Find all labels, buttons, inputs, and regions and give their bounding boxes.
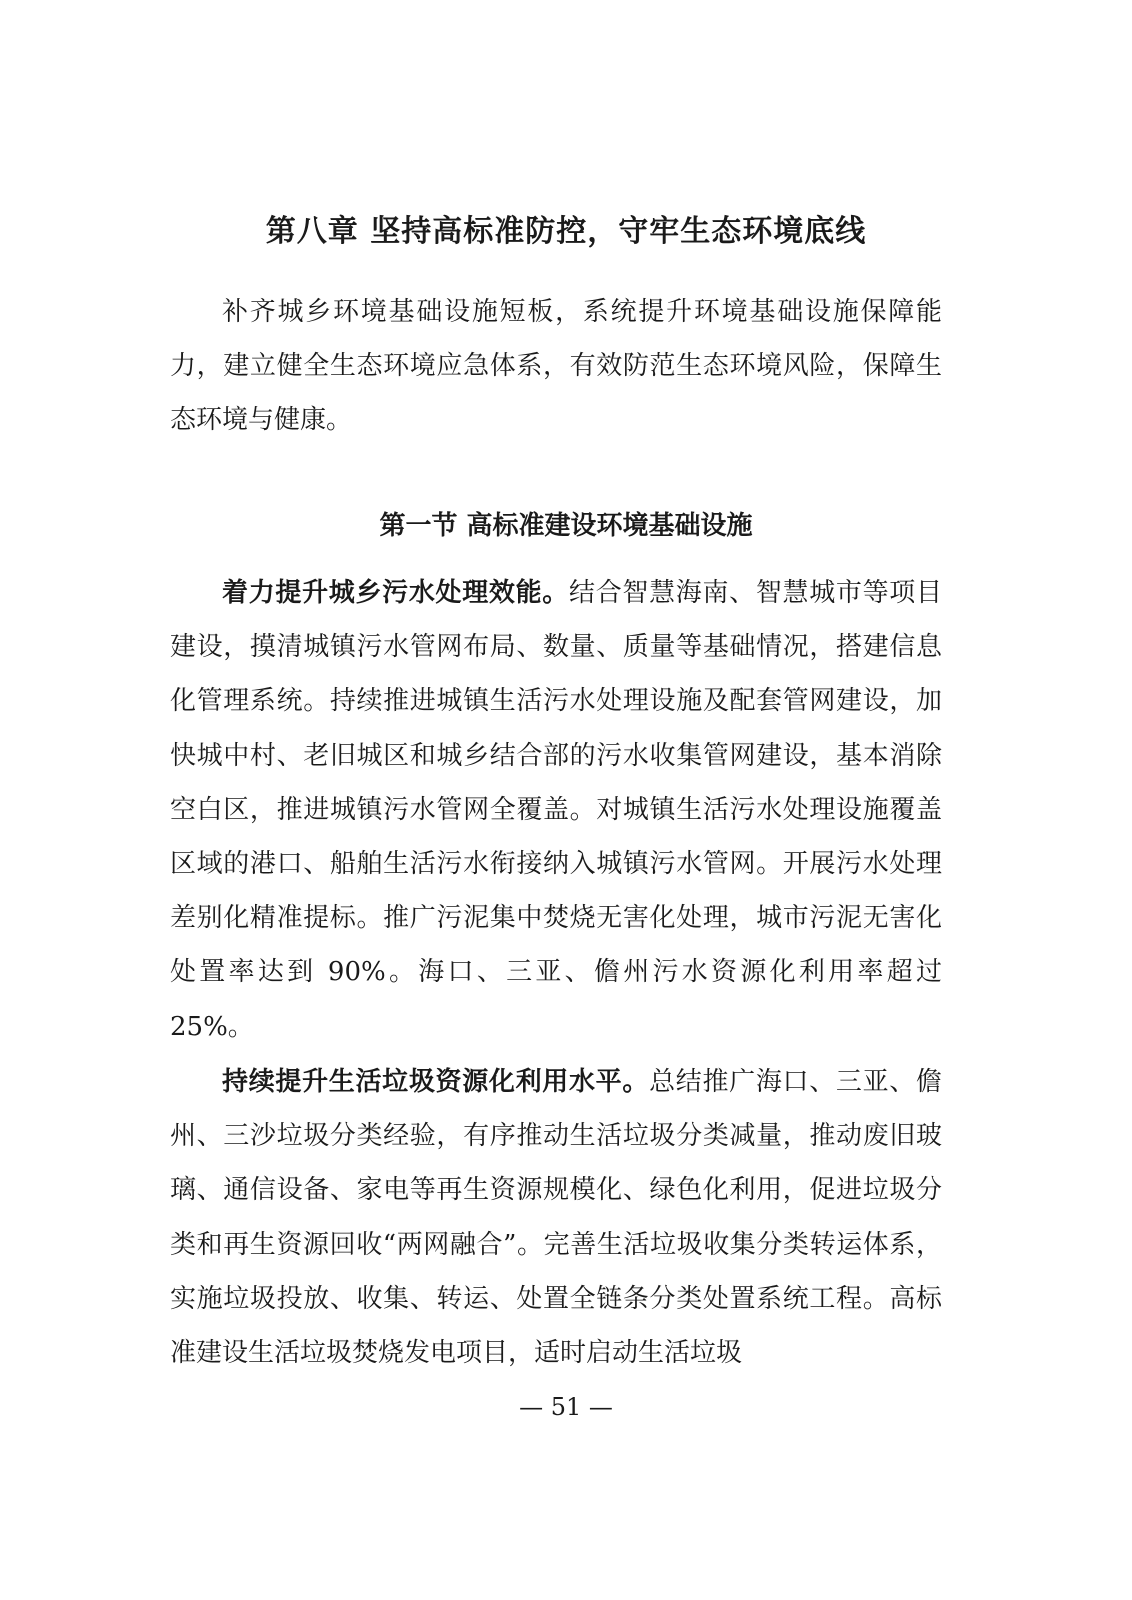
- paragraph-body: 结合智慧海南、智慧城市等项目建设，摸清城镇污水管网布局、数量、质量等基础情况，搭建信息化管理系统。持续推进城镇生活污水处理设施及配套管网建设，加快城中村、老旧城区和城乡结合部的污水收集管网建设，基本消除空白区，推进城镇污水管网全覆盖。对城镇生活污水处理设施覆盖区域的港口、船舶生活污水衔接纳入城镇污水管网。开展污水处理差别化精准提标。推广污泥集中焚烧无害化处理，城市污泥无害化处置率达到 90%。海口、三亚、儋州污水资源化利用率超过 25%。: [170, 578, 942, 1042]
- page-number: — 51 —: [519, 1393, 613, 1421]
- chapter-title: 第八章 坚持高标准防控，守牢生态环境底线: [265, 214, 867, 250]
- paragraph-body: 总结推广海口、三亚、儋州、三沙垃圾分类经验，有序推动生活垃圾分类减量，推动废旧玻璃、通信设备、家电等再生资源规模化、绿色化利用，促进垃圾分类和再生资源回收“两网融合”。完善生活垃圾收集分类转运体系，实施垃圾投放、收集、转运、处置全链条分类处置系统工程。高标准建设生活垃圾焚烧发电项目，适时启动生活垃圾: [170, 1067, 942, 1369]
- paragraph-sewage: [170, 566, 942, 1054]
- intro-paragraph: 补齐城乡环境基础设施短板，系统提升环境基础设施保障能力，建立健全生态环境应急体系，有效防范生态环境风险，保障生态环境与健康。: [170, 297, 942, 436]
- section-title: 第一节 高标准建设环境基础设施: [379, 510, 753, 541]
- paragraph-lead: 持续提升生活垃圾资源化利用水平。: [222, 1067, 650, 1097]
- paragraph-lead: 着力提升城乡污水处理效能。: [222, 578, 569, 608]
- paragraph-garbage: [170, 1055, 942, 1380]
